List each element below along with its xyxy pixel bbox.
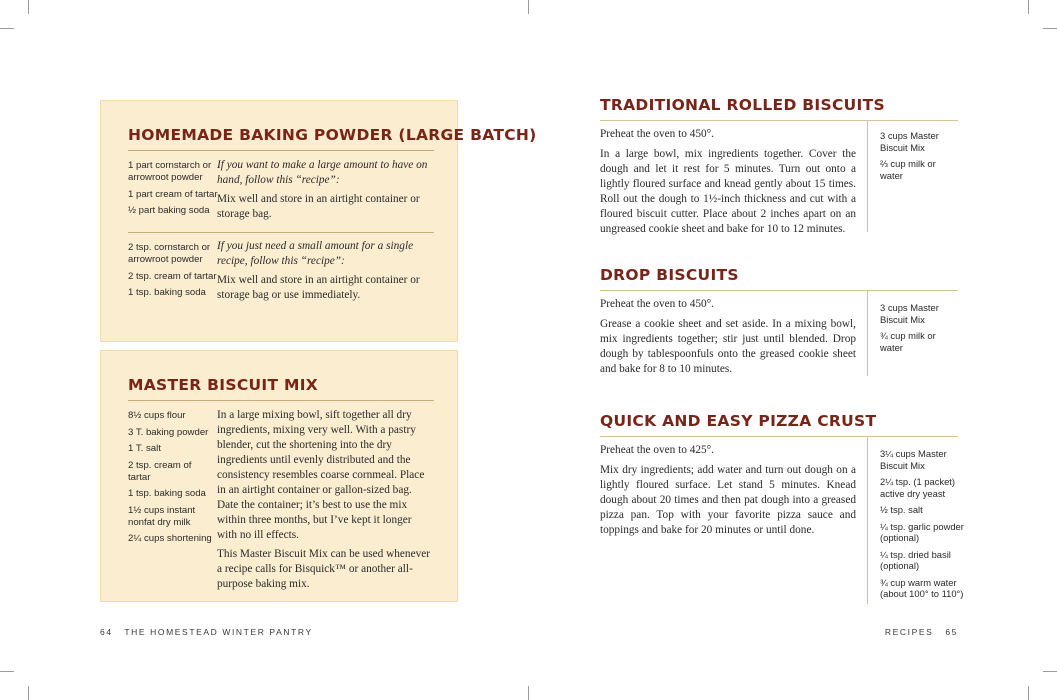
ingredient: 2¼ cups shortening [128,533,212,544]
rolled-biscuits-directions [600,127,856,241]
ingredient: 1½ cups instant nonfat dry milk [128,504,196,528]
pizza-crust-title: QUICK AND EASY PIZZA CRUST [600,412,877,430]
ingredient: 1 part cornstarch or arrowroot powder [128,160,212,183]
baking-powder-directions-large [217,158,435,226]
ingredient: 2 tsp. cream of tartar [128,270,217,282]
right-folio [885,627,958,637]
crop-mark [528,0,529,14]
section-rule [600,436,958,437]
ingredient: 3 cups Master Biscuit Mix [880,302,939,325]
direction-text: Mix dry ingredients; add water and turn out dough on a lightly floured surface. Let stand 5 minutes. Knead dough about 20 times and then pat dough into a greased pizza pan. Top with your favorite pizza sauce and toppings and bake for 20 minutes or until done. [600,463,856,536]
direction-text: Preheat the oven to 450°. [600,128,715,140]
title-rule [128,150,434,151]
ingredient: ⅔ cup milk or water [880,158,936,181]
pizza-crust-directions [600,443,856,542]
intro-text: If you just need a small amount for a single recipe, follow this “recipe”: [217,240,414,267]
page-number: 64 [100,627,113,637]
crop-mark [28,0,29,14]
direction-text: Grease a cookie sheet and set aside. In a mixing bowl, mix ingredients together; stir just until blended. Drop dough by tablespoonfuls onto the greased cookie sheet and bake for 8 to 10 minutes. [600,317,856,375]
direction-text: Preheat the oven to 425°. [600,444,715,456]
master-mix-title: MASTER BISCUIT MIX [128,376,319,394]
baking-powder-directions-small [217,239,435,307]
ingredient: 8½ cups flour [128,410,186,421]
crop-mark [1028,686,1029,700]
pizza-crust-ingredients [880,448,964,605]
column-divider [867,120,868,232]
ingredient: 2 tsp. cornstarch or arrowroot powder [128,242,211,265]
intro-text: If you want to make a large amount to have on hand, follow this “recipe”: [217,159,428,186]
page-number: 65 [945,627,958,637]
crop-mark [528,686,529,700]
ingredient: 1 tsp. baking soda [128,287,206,298]
direction-text: Preheat the oven to 450°. [600,298,715,310]
master-mix-ingredients [128,410,212,550]
crop-mark [1043,671,1057,672]
direction-text: This Master Biscuit Mix can be used whenever a recipe calls for Bisquick™ or another all-purpose baking mix. [217,548,431,590]
direction-text: Mix well and store in an airtight container or storage bag or use immediately. [217,274,420,301]
baking-powder-box [100,100,537,342]
ingredient: ½ part baking soda [128,205,210,216]
section-rule [600,120,958,121]
direction-text: In a large bowl, mix ingredients together. Cover the dough and let it rest for 5 minutes. Turn out onto a lightly floured surface and knead gently about 15 times. Roll out the dough to 1½-inch thickness and cut with a floured biscuit cutter. Place about 2 inches apart on an ungreased cookie sheet and bake for 10 to 12 minutes. [600,147,856,235]
drop-biscuits-title: DROP BISCUITS [600,266,739,284]
direction-text: Mix well and store in an airtight container or storage bag. [217,193,420,220]
crop-mark [0,28,14,29]
ingredient: 2¼ tsp. (1 packet) active dry yeast [880,476,956,499]
ingredient: 2 tsp. cream of tartar [128,459,192,483]
crop-mark [28,686,29,700]
ingredient: ¼ tsp. garlic powder (optional) [880,520,964,543]
left-folio [100,627,313,637]
group-rule [128,232,434,233]
baking-powder-ingredients-small [128,242,218,304]
crop-mark [0,671,14,672]
ingredient: ¼ tsp. dried basil (optional) [880,548,951,571]
ingredient: ¾ cup warm water (about 100° to 110°) [880,576,964,599]
book-title: THE HOMESTEAD WINTER PANTRY [124,627,313,637]
ingredient: 1 T. salt [128,443,161,454]
rolled-biscuits-title: TRADITIONAL ROLLED BISCUITS [600,96,885,114]
column-divider [867,436,868,604]
section-rule [600,290,958,291]
direction-text: In a large mixing bowl, sift together all dry ingredients, mixing very well. With a pastry blender, cut the shortening into the dry ingredients until evenly distributed and the consistency resembles coarse cornmeal. Place in an airtight container or gallon-sized bag. Date the container; it’s best to use the mix within three months, but I’ve kept it longer with no ill effects. [217,409,425,541]
title-rule [128,400,434,401]
drop-biscuits-directions [600,297,856,381]
master-mix-box [100,350,458,602]
ingredient: ½ tsp. salt [880,504,923,515]
drop-biscuits-ingredients [880,302,960,358]
ingredient: ¾ cup milk or water [880,330,936,353]
rolled-biscuits-ingredients [880,130,960,186]
ingredient: 3 T. baking powder [128,426,209,438]
ingredient: 1 tsp. baking soda [128,488,206,499]
ingredient: 1 part cream of tartar [128,188,218,200]
ingredient: 3¼ cups Master Biscuit Mix [880,448,947,471]
master-mix-directions [217,408,433,596]
crop-mark [1028,0,1029,14]
baking-powder-title: HOMEMADE BAKING POWDER (LARGE BATCH) [128,126,537,144]
ingredient: 3 cups Master Biscuit Mix [880,130,939,153]
section-title: RECIPES [884,627,934,637]
crop-mark [1043,28,1057,29]
column-divider [867,290,868,376]
baking-powder-ingredients-large [128,160,218,222]
